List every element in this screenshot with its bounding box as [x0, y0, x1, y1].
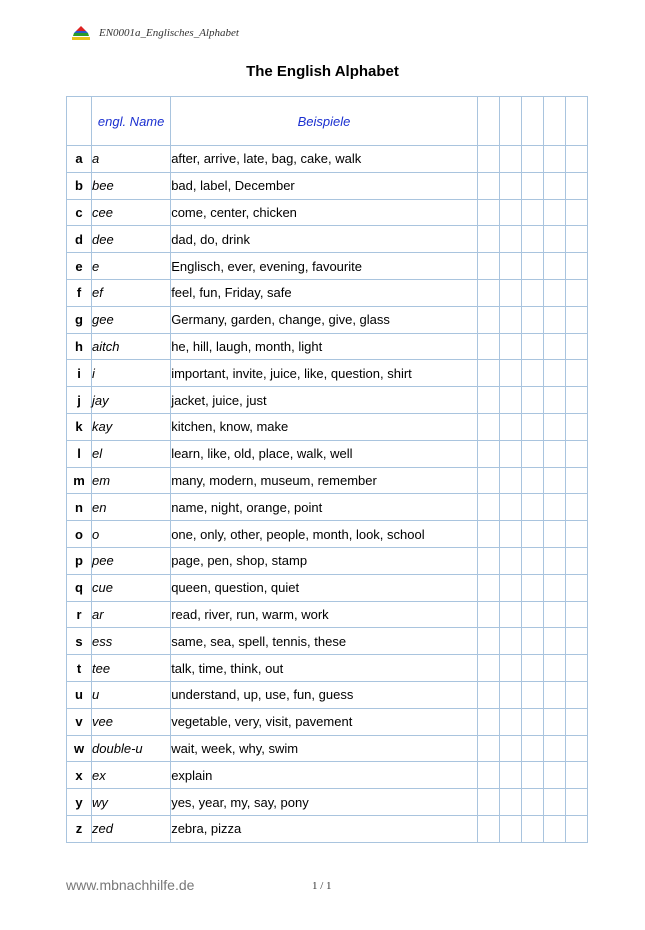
table-row	[67, 628, 588, 655]
blank-cell	[543, 467, 565, 494]
blank-cell	[565, 547, 587, 574]
examples-cell: yes, year, my, say, pony	[171, 789, 478, 816]
blank-cell	[543, 494, 565, 521]
blank-cell	[543, 708, 565, 735]
examples-cell: after, arrive, late, bag, cake, walk	[171, 146, 478, 173]
blank-cell	[477, 735, 499, 762]
blank-cell	[521, 628, 543, 655]
blank-cell	[499, 172, 521, 199]
english-name-cell: e	[92, 253, 171, 280]
english-name-cell: ess	[92, 628, 171, 655]
blank-cell	[565, 762, 587, 789]
footer-url: www.mbnachhilfe.de	[66, 877, 195, 893]
blank-cell	[499, 574, 521, 601]
table-row	[67, 762, 588, 789]
english-name-cell: zed	[92, 815, 171, 842]
blank-cell	[521, 521, 543, 548]
table-row	[67, 521, 588, 548]
english-name-cell: gee	[92, 306, 171, 333]
blank-cell	[477, 199, 499, 226]
examples-cell: queen, question, quiet	[171, 574, 478, 601]
blank-cell	[521, 762, 543, 789]
table-row	[67, 467, 588, 494]
blank-cell	[499, 655, 521, 682]
blank-cell	[543, 815, 565, 842]
blank-cell	[499, 199, 521, 226]
blank-cell	[543, 413, 565, 440]
english-name-cell: en	[92, 494, 171, 521]
english-name-cell: em	[92, 467, 171, 494]
blank-cell	[521, 708, 543, 735]
blank-cell	[565, 333, 587, 360]
alphabet-table	[66, 96, 588, 843]
english-name-cell: kay	[92, 413, 171, 440]
table-row	[67, 279, 588, 306]
blank-cell	[499, 440, 521, 467]
blank-cell	[477, 762, 499, 789]
blank-cell	[477, 494, 499, 521]
blank-cell	[543, 199, 565, 226]
document-header	[72, 24, 239, 42]
blank-cell	[499, 708, 521, 735]
blank-cell	[543, 789, 565, 816]
header-name: engl. Name	[92, 97, 171, 146]
letter-cell: v	[67, 708, 92, 735]
blank-cell	[565, 681, 587, 708]
examples-cell: many, modern, museum, remember	[171, 467, 478, 494]
blank-cell	[499, 521, 521, 548]
blank-cell	[565, 199, 587, 226]
blank-cell	[477, 279, 499, 306]
blank-cell	[499, 333, 521, 360]
blank-cell	[543, 655, 565, 682]
blank-cell	[543, 226, 565, 253]
blank-cell	[543, 628, 565, 655]
examples-cell: kitchen, know, make	[171, 413, 478, 440]
examples-cell: zebra, pizza	[171, 815, 478, 842]
english-name-cell: aitch	[92, 333, 171, 360]
table-row	[67, 494, 588, 521]
blank-cell	[565, 789, 587, 816]
letter-cell: h	[67, 333, 92, 360]
examples-cell: learn, like, old, place, walk, well	[171, 440, 478, 467]
examples-cell: read, river, run, warm, work	[171, 601, 478, 628]
blank-cell	[499, 360, 521, 387]
table-row	[67, 655, 588, 682]
examples-cell: vegetable, very, visit, pavement	[171, 708, 478, 735]
blank-cell	[477, 628, 499, 655]
blank-cell	[543, 279, 565, 306]
blank-cell	[521, 413, 543, 440]
english-name-cell: jay	[92, 387, 171, 414]
letter-cell: n	[67, 494, 92, 521]
blank-cell	[477, 226, 499, 253]
table-row	[67, 360, 588, 387]
blank-cell	[499, 815, 521, 842]
blank-cell	[565, 387, 587, 414]
blank-cell	[543, 521, 565, 548]
blank-cell	[543, 172, 565, 199]
blank-cell	[543, 306, 565, 333]
blank-cell	[477, 253, 499, 280]
table-row	[67, 815, 588, 842]
letter-cell: q	[67, 574, 92, 601]
letter-cell: f	[67, 279, 92, 306]
blank-cell	[477, 97, 499, 146]
english-name-cell: bee	[92, 172, 171, 199]
blank-cell	[499, 467, 521, 494]
blank-cell	[477, 333, 499, 360]
page-title: The English Alphabet	[246, 63, 399, 80]
examples-cell: bad, label, December	[171, 172, 478, 199]
table-row	[67, 413, 588, 440]
examples-cell: page, pen, shop, stamp	[171, 547, 478, 574]
blank-cell	[565, 655, 587, 682]
blank-cell	[499, 494, 521, 521]
blank-cell	[565, 306, 587, 333]
blank-cell	[521, 655, 543, 682]
blank-cell	[565, 253, 587, 280]
blank-cell	[521, 172, 543, 199]
blank-cell	[521, 574, 543, 601]
examples-cell: talk, time, think, out	[171, 655, 478, 682]
blank-cell	[499, 387, 521, 414]
blank-cell	[543, 440, 565, 467]
blank-cell	[521, 333, 543, 360]
examples-cell: understand, up, use, fun, guess	[171, 681, 478, 708]
examples-cell: he, hill, laugh, month, light	[171, 333, 478, 360]
table-row	[67, 681, 588, 708]
examples-cell: same, sea, spell, tennis, these	[171, 628, 478, 655]
table-row	[67, 226, 588, 253]
blank-cell	[477, 521, 499, 548]
letter-cell: w	[67, 735, 92, 762]
blank-cell	[565, 97, 587, 146]
blank-cell	[477, 547, 499, 574]
letter-cell: l	[67, 440, 92, 467]
letter-cell: d	[67, 226, 92, 253]
table-row	[67, 387, 588, 414]
letter-cell: e	[67, 253, 92, 280]
blank-cell	[499, 279, 521, 306]
english-name-cell: dee	[92, 226, 171, 253]
letter-cell: u	[67, 681, 92, 708]
english-name-cell: i	[92, 360, 171, 387]
blank-cell	[521, 789, 543, 816]
blank-cell	[477, 146, 499, 173]
letter-cell: i	[67, 360, 92, 387]
letter-cell: c	[67, 199, 92, 226]
colored-stack-logo-icon	[72, 26, 90, 40]
english-name-cell: vee	[92, 708, 171, 735]
page-number: 1 / 1	[312, 880, 332, 892]
blank-cell	[499, 146, 521, 173]
letter-cell: k	[67, 413, 92, 440]
blank-cell	[565, 146, 587, 173]
examples-cell: come, center, chicken	[171, 199, 478, 226]
blank-cell	[477, 306, 499, 333]
table-row	[67, 146, 588, 173]
english-name-cell: o	[92, 521, 171, 548]
blank-cell	[477, 601, 499, 628]
blank-cell	[499, 226, 521, 253]
blank-cell	[521, 547, 543, 574]
letter-cell: m	[67, 467, 92, 494]
blank-cell	[521, 360, 543, 387]
table-row	[67, 199, 588, 226]
blank-cell	[543, 547, 565, 574]
table-row	[67, 547, 588, 574]
blank-cell	[521, 97, 543, 146]
table-header-row	[67, 97, 588, 146]
header-letter-cell	[67, 97, 92, 146]
letter-cell: x	[67, 762, 92, 789]
blank-cell	[543, 681, 565, 708]
examples-cell: Germany, garden, change, give, glass	[171, 306, 478, 333]
blank-cell	[521, 440, 543, 467]
blank-cell	[543, 574, 565, 601]
blank-cell	[499, 253, 521, 280]
english-name-cell: tee	[92, 655, 171, 682]
blank-cell	[521, 253, 543, 280]
blank-cell	[477, 387, 499, 414]
letter-cell: a	[67, 146, 92, 173]
blank-cell	[521, 279, 543, 306]
examples-cell: important, invite, juice, like, question, shirt	[171, 360, 478, 387]
blank-cell	[499, 762, 521, 789]
blank-cell	[543, 387, 565, 414]
english-name-cell: pee	[92, 547, 171, 574]
letter-cell: o	[67, 521, 92, 548]
letter-cell: s	[67, 628, 92, 655]
table-row	[67, 789, 588, 816]
blank-cell	[477, 440, 499, 467]
blank-cell	[521, 815, 543, 842]
blank-cell	[565, 360, 587, 387]
table-row	[67, 440, 588, 467]
blank-cell	[499, 547, 521, 574]
blank-cell	[543, 146, 565, 173]
table-row	[67, 708, 588, 735]
blank-cell	[477, 467, 499, 494]
blank-cell	[521, 306, 543, 333]
table-row	[67, 306, 588, 333]
blank-cell	[543, 360, 565, 387]
blank-cell	[565, 521, 587, 548]
english-name-cell: a	[92, 146, 171, 173]
blank-cell	[477, 360, 499, 387]
blank-cell	[521, 735, 543, 762]
examples-cell: explain	[171, 762, 478, 789]
examples-cell: jacket, juice, just	[171, 387, 478, 414]
blank-cell	[499, 97, 521, 146]
blank-cell	[477, 708, 499, 735]
blank-cell	[499, 413, 521, 440]
examples-cell: feel, fun, Friday, safe	[171, 279, 478, 306]
examples-cell: name, night, orange, point	[171, 494, 478, 521]
english-name-cell: ex	[92, 762, 171, 789]
letter-cell: y	[67, 789, 92, 816]
blank-cell	[477, 655, 499, 682]
blank-cell	[543, 762, 565, 789]
blank-cell	[521, 226, 543, 253]
blank-cell	[521, 199, 543, 226]
blank-cell	[543, 253, 565, 280]
english-name-cell: wy	[92, 789, 171, 816]
english-name-cell: el	[92, 440, 171, 467]
blank-cell	[477, 681, 499, 708]
blank-cell	[565, 735, 587, 762]
blank-cell	[477, 789, 499, 816]
blank-cell	[543, 735, 565, 762]
letter-cell: g	[67, 306, 92, 333]
blank-cell	[565, 601, 587, 628]
english-name-cell: cee	[92, 199, 171, 226]
blank-cell	[565, 172, 587, 199]
blank-cell	[521, 387, 543, 414]
examples-cell: wait, week, why, swim	[171, 735, 478, 762]
blank-cell	[477, 815, 499, 842]
table-row	[67, 735, 588, 762]
blank-cell	[521, 601, 543, 628]
blank-cell	[565, 815, 587, 842]
letter-cell: z	[67, 815, 92, 842]
blank-cell	[499, 601, 521, 628]
table-row	[67, 601, 588, 628]
blank-cell	[521, 467, 543, 494]
blank-cell	[565, 628, 587, 655]
letter-cell: t	[67, 655, 92, 682]
table-row	[67, 574, 588, 601]
blank-cell	[565, 413, 587, 440]
blank-cell	[565, 279, 587, 306]
examples-cell: one, only, other, people, month, look, school	[171, 521, 478, 548]
english-name-cell: double-u	[92, 735, 171, 762]
blank-cell	[499, 306, 521, 333]
blank-cell	[499, 735, 521, 762]
blank-cell	[565, 467, 587, 494]
letter-cell: j	[67, 387, 92, 414]
header-examples: Beispiele	[171, 97, 478, 146]
blank-cell	[565, 494, 587, 521]
letter-cell: r	[67, 601, 92, 628]
blank-cell	[499, 789, 521, 816]
blank-cell	[565, 574, 587, 601]
blank-cell	[521, 681, 543, 708]
table-row	[67, 172, 588, 199]
blank-cell	[543, 333, 565, 360]
blank-cell	[565, 226, 587, 253]
blank-cell	[499, 628, 521, 655]
blank-cell	[499, 681, 521, 708]
blank-cell	[543, 601, 565, 628]
examples-cell: dad, do, drink	[171, 226, 478, 253]
letter-cell: b	[67, 172, 92, 199]
english-name-cell: ef	[92, 279, 171, 306]
blank-cell	[521, 494, 543, 521]
blank-cell	[565, 440, 587, 467]
blank-cell	[521, 146, 543, 173]
letter-cell: p	[67, 547, 92, 574]
english-name-cell: u	[92, 681, 171, 708]
english-name-cell: cue	[92, 574, 171, 601]
examples-cell: Englisch, ever, evening, favourite	[171, 253, 478, 280]
blank-cell	[477, 172, 499, 199]
blank-cell	[565, 708, 587, 735]
english-name-cell: ar	[92, 601, 171, 628]
blank-cell	[477, 413, 499, 440]
table-row	[67, 333, 588, 360]
table-row	[67, 253, 588, 280]
blank-cell	[477, 574, 499, 601]
blank-cell	[543, 97, 565, 146]
document-code: EN0001a_Englisches_Alphabet	[99, 27, 239, 39]
